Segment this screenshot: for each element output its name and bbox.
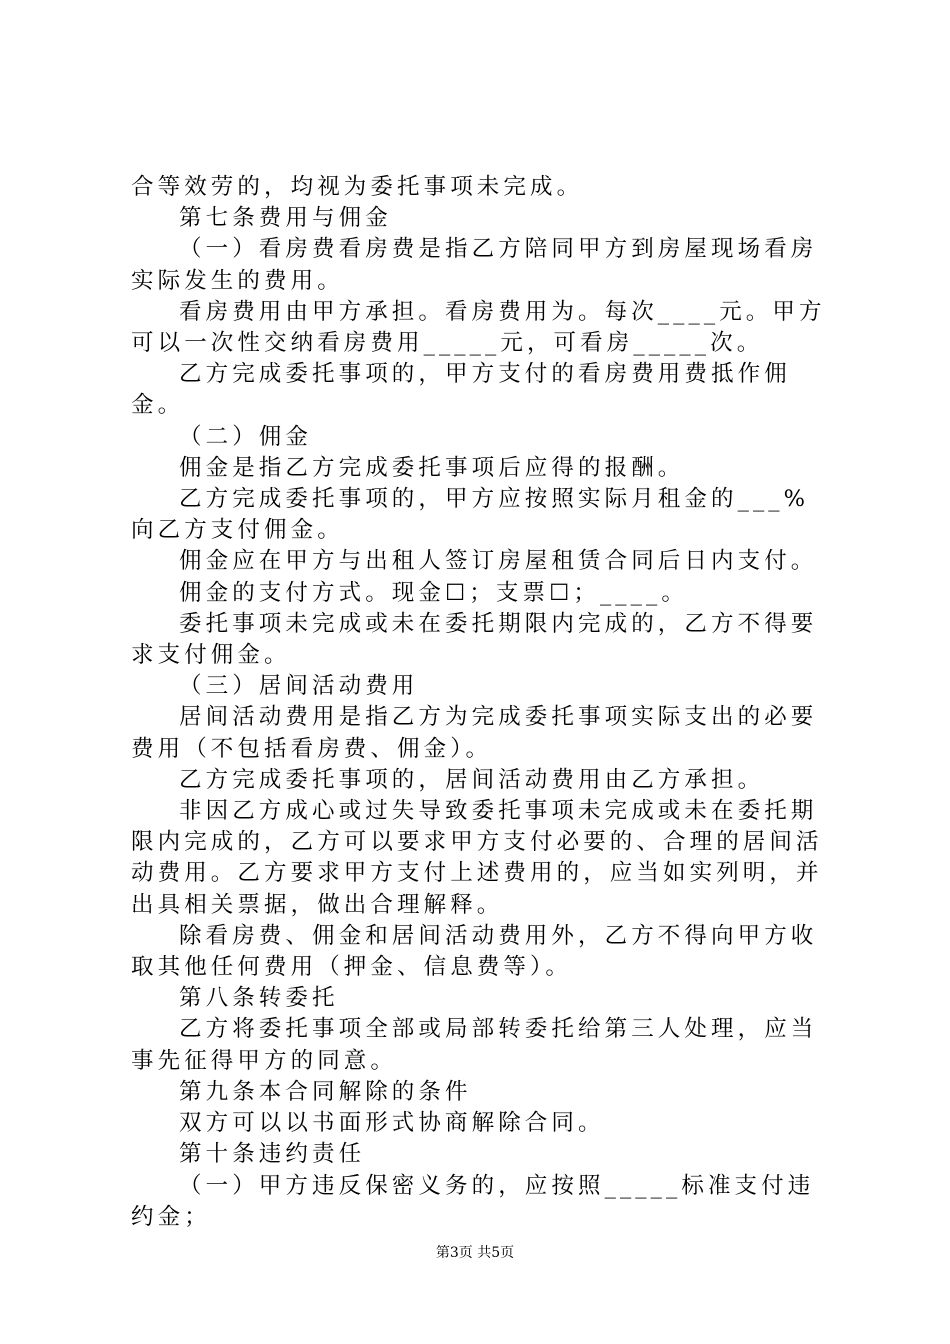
paragraph: 乙方完成委托事项的，甲方应按照实际月租金的___%向乙方支付佣金。 (131, 486, 810, 544)
paragraph: 委托事项未完成或未在委托期限内完成的，乙方不得要求支付佣金。 (131, 610, 818, 669)
paragraph: 第九条本合同解除的条件 (179, 1078, 472, 1105)
paragraph: （一）甲方违反保密义务的，应按照_____标准支付违约金； (131, 1172, 815, 1230)
paragraph: 乙方完成委托事项的，甲方支付的看房费用费抵作佣金。 (131, 361, 791, 419)
paragraph: 看房费用由甲方承担。看房费用为。每次____元。甲方可以一次性交纳看房费用_____元，可看房_____次。 (131, 298, 826, 357)
paragraph: 佣金的支付方式。现金☐；支票☐；____。 (179, 579, 688, 606)
paragraph: 佣金应在甲方与出租人签订房屋租赁合同后日内支付。 (179, 548, 818, 575)
paragraph: （一）看房费看房费是指乙方陪同甲方到房屋现场看房实际发生的费用。 (131, 236, 818, 294)
paragraph: 第七条费用与佣金 (179, 205, 392, 232)
paragraph: （二）佣金 (179, 423, 313, 450)
paragraph: 乙方完成委托事项的，居间活动费用由乙方承担。 (179, 766, 765, 793)
paragraph: 居间活动费用是指乙方为完成委托事项实际支出的必要费用（不包括看房费、佣金）。 (131, 704, 818, 762)
paragraph: 乙方将委托事项全部或局部转委托给第三人处理，应当事先征得甲方的同意。 (131, 1016, 818, 1074)
paragraph: 非因乙方成心或过失导致委托事项未完成或未在委托期限内完成的，乙方可以要求甲方支付必要的、合理的居间活动费用。乙方要求甲方支付上述费用的，应当如实列明，并出具相关票据，做出合理解释。 (131, 798, 823, 918)
paragraph: 双方可以以书面形式协商解除合同。 (179, 1110, 605, 1137)
paragraph: （三）居间活动费用 (179, 673, 419, 700)
paragraph: 除看房费、佣金和居间活动费用外，乙方不得向甲方收取其他任何费用（押金、信息费等）。 (131, 922, 818, 981)
document-body (131, 172, 831, 1233)
page-number-footer: 第3页 共5页 (435, 1245, 515, 1261)
paragraph: 第十条违约责任 (179, 1141, 366, 1168)
paragraph: 合等效劳的，均视为委托事项未完成。 (131, 174, 584, 200)
paragraph: 第八条转委托 (179, 985, 339, 1012)
paragraph: 佣金是指乙方完成委托事项后应得的报酬。 (179, 454, 685, 481)
